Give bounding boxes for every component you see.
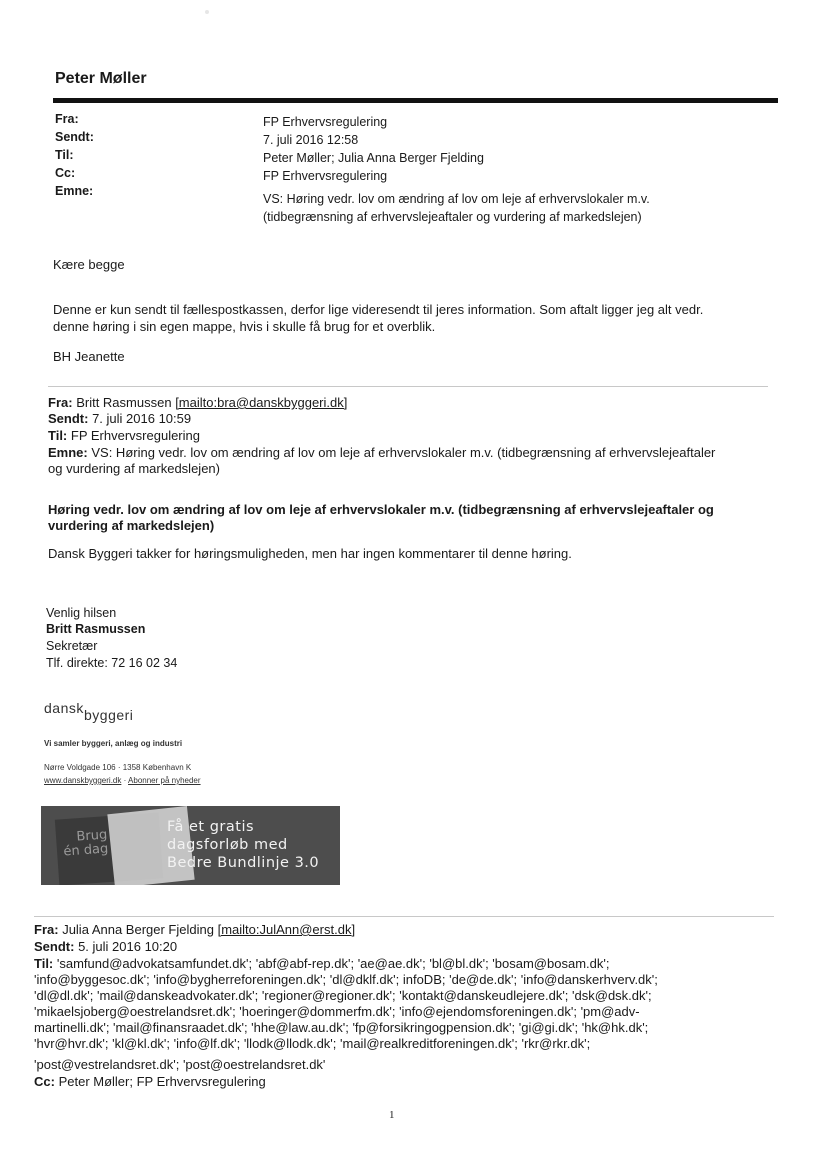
company-links [44, 776, 201, 785]
fwd1-subject-row [48, 445, 768, 461]
fwd1-subject-line2: og vurdering af markedslejen) [48, 461, 220, 476]
scan-speck [205, 10, 209, 14]
fwd2-to-label: Til: [34, 956, 54, 971]
fwd2-to-line: martinelli.dk'; 'mail@finansraadet.dk'; 'hhe@law.au.dk'; 'fp@forsikringogpension.dk'; 'gi@gi.dk'; 'hk@hk.dk'; [34, 1020, 649, 1035]
cc-value: FP Erhvervsregulering [263, 169, 388, 183]
fwd1-from: Britt Rasmussen [76, 395, 172, 410]
fwd2-cc-row [34, 1074, 774, 1090]
fwd2-mailto-link[interactable]: [mailto:JulAnn@erst.dk] [217, 922, 356, 937]
fwd2-sent-label: Sendt: [34, 939, 75, 954]
sig-regards: Venlig hilsen [46, 606, 117, 620]
links-separator: · [121, 776, 129, 785]
banner-line-2: dagsforløb med [167, 837, 288, 853]
fwd2-to-line: 'info@byggesoc.dk'; 'info@bygherreforeningen.dk'; 'dl@dklf.dk'; infoDB; 'de@de.dk'; 'info@danskerhverv.dk'; [34, 972, 658, 987]
forward-divider-2 [34, 916, 774, 917]
forward-divider-1 [48, 386, 768, 387]
sent-label: Sendt: [55, 130, 94, 144]
promo-banner[interactable] [41, 806, 340, 885]
fwd1-to-label: Til: [48, 428, 68, 443]
fwd2-to-line: 'dl@dl.dk'; 'mail@danskeadvokater.dk'; 'regioner@regioner.dk'; 'kontakt@danskeudlejere.dk'; 'dsk@dsk.dk'; [34, 988, 652, 1003]
fwd2-to-line: 'post@vestrelandsret.dk'; 'post@oestrelandsret.dk' [34, 1057, 326, 1072]
from-label: Fra: [55, 112, 79, 126]
fwd2-sent-row [34, 939, 774, 955]
banner-book-title [62, 828, 109, 859]
banner-book-text-1: Brug [75, 827, 108, 845]
body-paragraph-line2: denne høring i sin egen mappe, hvis i skulle få brug for et overblik. [53, 319, 436, 334]
fwd1-sent-label: Sendt: [48, 411, 89, 426]
from-value: FP Erhvervsregulering [263, 115, 388, 129]
fwd2-to-line: 'mikaelsjoberg@oestrelandsret.dk'; 'hoeringer@dommerfm.dk'; 'info@ejendomsforeningen.dk'; 'pm@adv- [34, 1004, 640, 1019]
to-value: Peter Møller; Julia Anna Berger Fjelding [263, 151, 484, 165]
banner-line-3: Bedre Bundlinje 3.0 [167, 855, 320, 871]
greeting: Kære begge [53, 257, 125, 272]
fwd1-mailto-link[interactable]: [mailto:bra@danskbyggeri.dk] [175, 395, 348, 410]
fwd2-to-line: 'hvr@hvr.dk'; 'kl@kl.dk'; 'info@lf.dk'; 'llodk@llodk.dk'; 'mail@realkreditforeningen.dk'; 'rkr@rkr.dk'; [34, 1036, 591, 1051]
page-number: 1 [389, 1109, 395, 1121]
signoff: BH Jeanette [53, 349, 125, 364]
fwd1-to: FP Erhvervsregulering [70, 428, 200, 443]
fwd1-heading-line1: Høring vedr. lov om ændring af lov om leje af erhvervslokaler m.v. (tidbegrænsning af erhvervslejeaftaler og [48, 502, 714, 517]
logo-tagline: Vi samler byggeri, anlæg og industri [44, 739, 183, 748]
fwd1-message: Dansk Byggeri takker for høringsmuligheden, men har ingen kommentarer til denne høring. [48, 546, 572, 561]
banner-book-text-2: én dag [62, 841, 109, 860]
fwd2-to-row [34, 956, 774, 972]
subject-value-line1: VS: Høring vedr. lov om ændring af lov om leje af erhvervslokaler m.v. [263, 192, 650, 206]
fwd1-subject-label: Emne: [48, 445, 88, 460]
to-label: Til: [55, 148, 74, 162]
sig-name: Britt Rasmussen [46, 622, 146, 636]
newsletter-link[interactable]: Abonner på nyheder [128, 776, 201, 785]
subject-label: Emne: [55, 184, 94, 198]
fwd2-to-line: 'samfund@advokatsamfundet.dk'; 'abf@abf-rep.dk'; 'ae@ae.dk'; 'bl@bl.dk'; 'bosam@bosam.dk'; [56, 956, 610, 971]
fwd1-to-row [48, 428, 768, 444]
website-link[interactable]: www.danskbyggeri.dk [44, 776, 122, 785]
logo-word-byggeri: byggeri [84, 707, 134, 723]
cc-label: Cc: [55, 166, 76, 180]
banner-line-1: Få et gratis [167, 819, 255, 835]
sig-title: Sekretær [46, 639, 98, 653]
sig-phone: Tlf. direkte: 72 16 02 34 [46, 656, 178, 670]
body-paragraph-line1: Denne er kun sendt til fællespostkassen, derfor lige videresendt til jeres information. Som aftalt ligger jeg alt vedr. [53, 302, 704, 317]
fwd2-from: Julia Anna Berger Fjelding [62, 922, 214, 937]
fwd1-sent: 7. juli 2016 10:59 [92, 411, 192, 426]
fwd1-from-label: Fra: [48, 395, 73, 410]
dansk-byggeri-logo [44, 700, 154, 724]
logo-word-dansk: dansk [44, 700, 84, 716]
banner-headline [167, 818, 319, 872]
fwd2-cc-label: Cc: [34, 1074, 55, 1089]
mailbox-owner-name: Peter Møller [55, 70, 147, 87]
header-rule [53, 98, 778, 103]
fwd2-sent: 5. juli 2016 10:20 [78, 939, 178, 954]
subject-value-line2: (tidbegrænsning af erhvervslejeaftaler og vurdering af markedslejen) [263, 210, 642, 224]
fwd1-subject-line1: VS: Høring vedr. lov om ændring af lov om leje af erhvervslokaler m.v. (tidbegrænsning af erhvervslejeaftaler [91, 445, 716, 460]
fwd1-sent-row [48, 411, 768, 427]
sent-value: 7. juli 2016 12:58 [263, 133, 359, 147]
fwd1-from-row [48, 395, 768, 411]
fwd2-from-label: Fra: [34, 922, 59, 937]
company-address: Nørre Voldgade 106 · 1358 København K [44, 763, 192, 772]
fwd1-heading-line2: vurdering af markedslejen) [48, 518, 215, 533]
fwd2-cc: Peter Møller; FP Erhvervsregulering [58, 1074, 266, 1089]
fwd2-from-row [34, 922, 774, 938]
